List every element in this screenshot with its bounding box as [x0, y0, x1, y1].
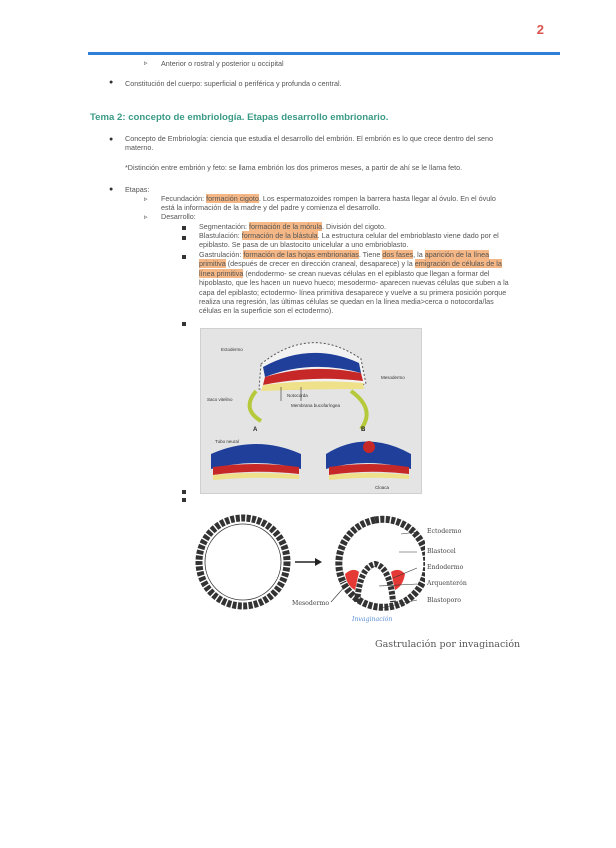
blastulacion-item: Blastulación: formación de la blástula. La estructura celular del embrioblasto viene dado por el epiblasto. Se pasa de un blastocito unicelular a uno embrioblasto.: [199, 231, 499, 250]
fig1-label-ectodermo: Ectodermo: [221, 347, 243, 352]
label-arquenteron: Arquenterón: [427, 580, 467, 587]
line-constitucion: Constitución del cuerpo: superficial o periférica y profunda o central.: [125, 79, 342, 88]
square-bullet-icon: [182, 322, 186, 326]
sub-bullet-icon: ▹: [144, 196, 148, 203]
etapas-label: Etapas:: [125, 185, 150, 194]
page-number: 2: [536, 22, 544, 37]
fig1-label-membrana: Membrana bucofaríngea: [291, 403, 341, 408]
embryo-diagram: [201, 329, 421, 493]
fig1-label-saco: Saco vitelino: [207, 397, 233, 402]
fig1-label-b: B: [361, 427, 366, 433]
gastrulacion-item: Gastrulación: formación de las hojas embrionarias. Tiene dos fases, la aparición de la línea primitiva (después de crecer en dirección craneal, desaparece) y la emigración de células de la línea primitiva (endodermo- se crean nuevas células en el epiblasto que llegan a formar del hipoblasto, que les hacen un nuevo hueco; mesodermo- aparecen nuevas células que suben a la capa del epiblasto; ectodermo- línea primitiva desaparece y vuelve a su primera posición porque realiza una regresión, las últimas células se quedan en la línea media>cerca o notocorda/las células en la superficie son el ectodermo).: [199, 250, 509, 316]
concepto-paragraph: Concepto de Embriología: ciencia que estudia el desarrollo del embrión. El embrión es lo que crece dentro del seno materno.: [125, 134, 493, 153]
label-mesodermo: Mesodermo: [292, 600, 330, 607]
square-bullet-icon: [182, 226, 186, 230]
gastrulation-diagram: [195, 512, 425, 624]
fig1-label-notocorda: Notocorda: [287, 393, 308, 398]
label-blastoporo: Blastoporo: [427, 597, 461, 604]
bullet-icon: ●: [109, 79, 114, 86]
square-bullet-icon: [182, 490, 186, 494]
fig1-label-a: A: [253, 427, 258, 433]
line-anterior: Anterior o rostral y posterior u occipital: [161, 59, 284, 68]
square-bullet-icon: [182, 498, 186, 502]
sub-bullet-icon: ▹: [144, 214, 148, 221]
fig1-label-cloaca: Cloaca: [375, 485, 390, 490]
label-invaginacion: Invaginación: [352, 616, 393, 623]
label-blastocel: Blastocel: [427, 548, 456, 555]
header-rule: [88, 52, 560, 55]
desarrollo-label: Desarrollo:: [161, 212, 196, 221]
section-title: Tema 2: concepto de embriología. Etapas desarrollo embrionario.: [90, 112, 389, 123]
distincion-note: *Distinción entre embrión y feto: se llama embrión los dos primeros meses, a partir de ahí se le llama feto.: [125, 163, 463, 172]
figure-caption: Gastrulación por invaginación: [375, 639, 521, 650]
square-bullet-icon: [182, 255, 186, 259]
fig1-label-tubo: Tubo neural: [215, 439, 239, 444]
fig1-label-mesodermo: Mesodermo: [381, 375, 405, 380]
label-endodermo: Endodermo: [427, 564, 464, 571]
bullet-icon: ●: [109, 136, 114, 143]
bullet-icon: ●: [109, 186, 114, 193]
label-ectodermo: Ectodermo: [427, 528, 462, 535]
segmentacion-item: Segmentación: formación de la mórula. División del cigoto.: [199, 222, 386, 231]
embryo-diagram-figure: [200, 328, 422, 494]
fecundacion-item: Fecundación: formación cigoto. Los espermatozoides rompen la barrera hasta llegar al óvulo. En el óvulo está la información de la madre y del padre y comienza el desarrollo.: [161, 194, 496, 213]
square-bullet-icon: [182, 236, 186, 240]
sub-bullet-icon: ▹: [144, 60, 148, 67]
